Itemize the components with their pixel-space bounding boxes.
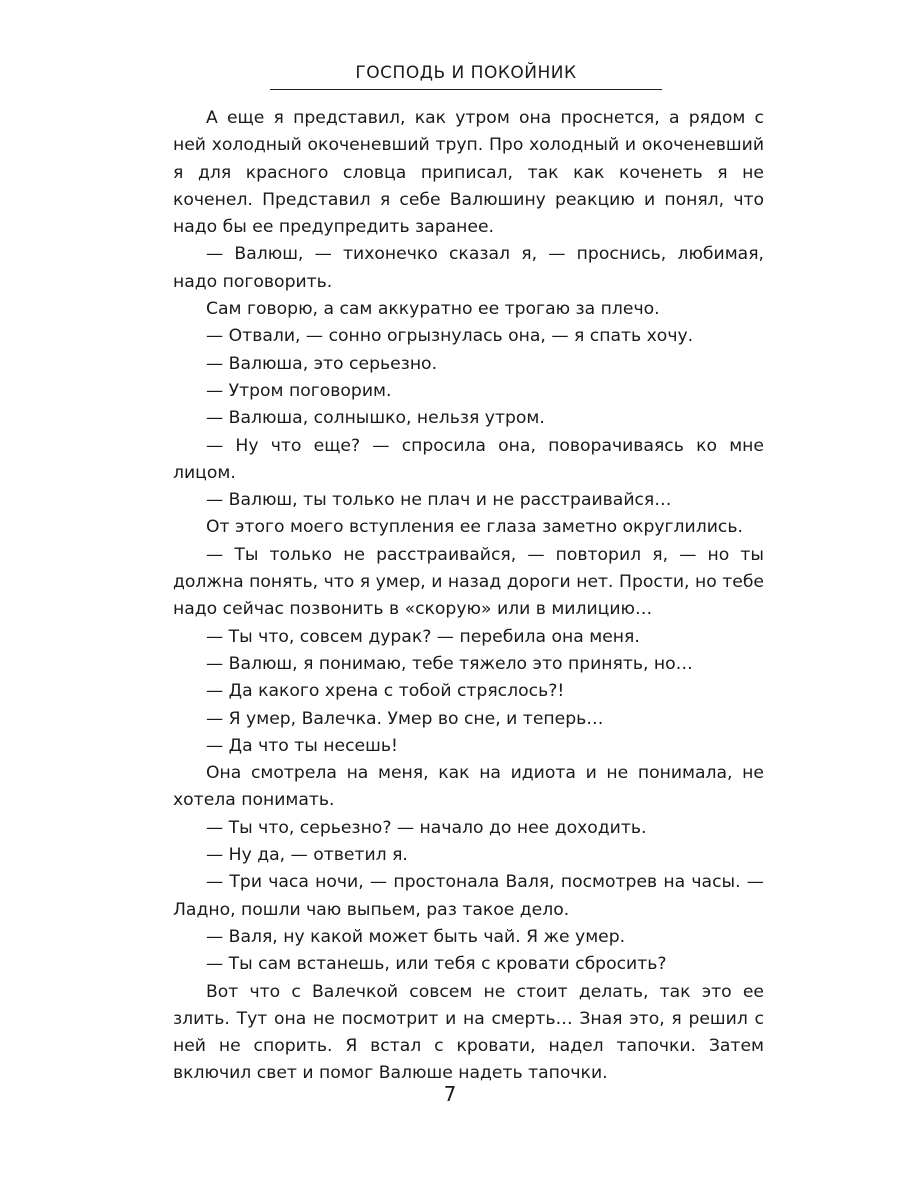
paragraph: — Валюша, солнышко, нельзя утром. bbox=[206, 408, 545, 429]
paragraph: — Да какого хрена с тобой стряслось?! bbox=[206, 681, 565, 702]
paragraph: — Я умер, Валечка. Умер во сне, и теперь… bbox=[206, 708, 604, 729]
paragraph: — Ты сам встанешь, или тебя с кровати сбросить? bbox=[206, 954, 667, 975]
paragraph: — Ты только не расстраивайся, — повторил я, — но ты должна понять, что я умер, и назад дороги нет. Прости, но тебе надо сейчас позвонить в «скорую» или в милицию… bbox=[173, 544, 764, 620]
paragraph: От этого моего вступления ее глаза заметно округлились. bbox=[206, 517, 743, 538]
paragraph: — Ну что еще? — спросила она, поворачиваясь ко мне лицом. bbox=[173, 435, 764, 483]
paragraph: — Три часа ночи, — простонала Валя, посмотрев на часы. — Ладно, пошли чаю выпьем, раз такое дело. bbox=[173, 872, 764, 920]
paragraph: — Утром поговорим. bbox=[206, 380, 392, 401]
paragraph: — Валя, ну какой может быть чай. Я же умер. bbox=[206, 926, 626, 947]
paragraph: — Валюш, я понимаю, тебе тяжело это принять, но… bbox=[206, 653, 693, 674]
paragraph: Сам говорю, а сам аккуратно ее трогаю за плечо. bbox=[206, 299, 660, 320]
paragraph: — Ну да, — ответил я. bbox=[206, 845, 408, 866]
page-number: 7 bbox=[443, 1082, 457, 1106]
running-head-title: ГОСПОДЬ И ПОКОЙНИК bbox=[355, 63, 577, 83]
paragraph: Она смотрела на меня, как на идиота и не понимала, не хотела понимать. bbox=[173, 763, 764, 811]
paragraph: — Валюш, ты только не плач и не расстраивайся… bbox=[206, 490, 672, 511]
body-text bbox=[173, 105, 764, 1088]
paragraph: — Ты что, совсем дурак? — перебила она меня. bbox=[206, 626, 640, 647]
paragraph: — Валюш, — тихонечко сказал я, — проснись, любимая, надо поговорить. bbox=[173, 244, 764, 292]
paragraph: — Отвали, — сонно огрызнулась она, — я спать хочу. bbox=[206, 326, 694, 347]
header-rule bbox=[270, 89, 662, 90]
paragraph: — Валюша, это серьезно. bbox=[206, 353, 438, 374]
paragraph: Вот что с Валечкой совсем не стоит делать, так это ее злить. Тут она не посмотрит и на смерть… Зная это, я решил с ней не спорить. Я встал с кровати, надел тапочки. Затем включил свет и помог Валюше надеть тапочки. bbox=[173, 981, 764, 1084]
paragraph: — Да что ты несешь! bbox=[206, 735, 398, 756]
paragraph: А еще я представил, как утром она проснется, а рядом с ней холодный окоченевший труп. Про холодный и окоченевший я для красного словца приписал, так как коченеть я не коченел. Представил я себе Валюшину реакцию и понял, что надо бы ее предупредить заранее. bbox=[173, 108, 764, 238]
paragraph: — Ты что, серьезно? — начало до нее доходить. bbox=[206, 817, 647, 838]
